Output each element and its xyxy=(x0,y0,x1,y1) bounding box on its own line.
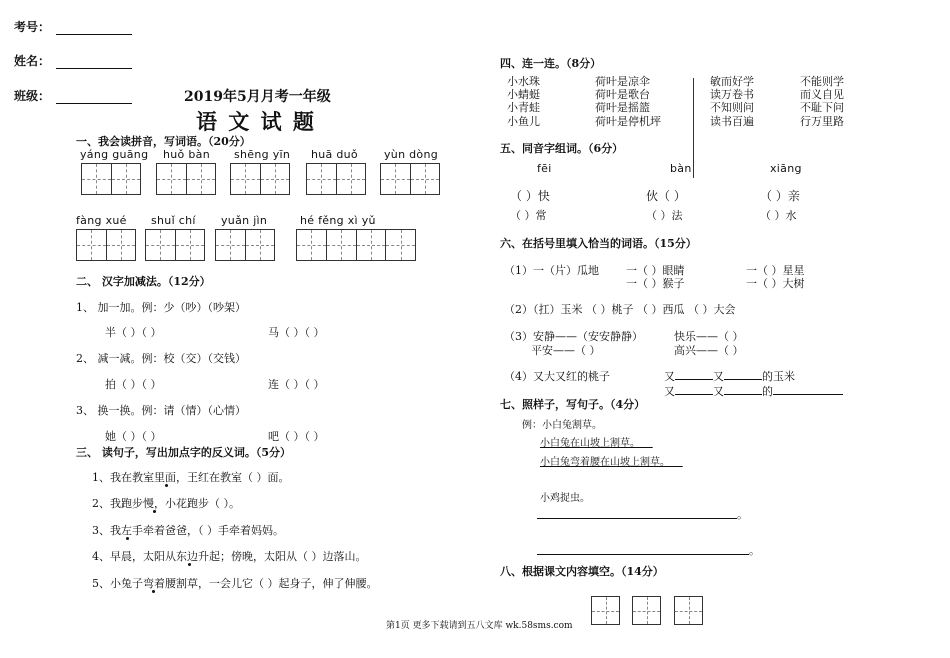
pinyin: hé fěng xì yǔ xyxy=(300,214,376,227)
suffix: 的玉米 xyxy=(762,370,795,383)
section-2-title: 二、 汉字加减法。（12分） xyxy=(76,275,211,288)
answer-line[interactable]: 半（ ）（ ） xyxy=(105,326,162,339)
pinyin: bàn xyxy=(670,162,692,175)
section-5-title: 五、同音字组词。（6分） xyxy=(500,142,624,155)
you-char: 又 xyxy=(664,385,675,398)
writing-grid[interactable] xyxy=(306,163,366,195)
match-item[interactable]: 而义自见 xyxy=(800,88,844,101)
pinyin: shuǐ chí xyxy=(151,214,196,227)
pinyin: fàng xué xyxy=(76,214,127,227)
emphasis-dot xyxy=(126,537,129,540)
emphasis-dot xyxy=(153,510,156,513)
section-3-title: 三、 读句子，写出加点字的反义词。（5分） xyxy=(76,446,291,459)
answer-line[interactable]: 高兴——（ ） xyxy=(674,344,744,357)
section-7-title: 七、照样子，写句子。（4分） xyxy=(500,398,646,411)
pinyin: xiāng xyxy=(770,162,802,175)
blank[interactable] xyxy=(724,394,762,395)
writing-grid[interactable] xyxy=(145,229,205,261)
pinyin: shēng yīn xyxy=(234,148,291,161)
answer-line[interactable]: （ ）快 xyxy=(510,189,550,203)
writing-box[interactable] xyxy=(632,596,661,625)
exam-title: 2019年5月月考一年级 xyxy=(184,89,331,105)
answer-line[interactable]: 一（ ）猴子 xyxy=(626,277,685,290)
answer-line[interactable]: 拍（ ）（ ） xyxy=(105,378,162,391)
match-item[interactable]: 读万卷书 xyxy=(710,88,754,101)
answer-line[interactable]: 她（ ）（ ） xyxy=(105,430,162,443)
example-sentence: 小白兔弯着腰在山坡上割草。 xyxy=(540,457,670,468)
match-item[interactable]: 读书百遍 xyxy=(710,115,754,128)
writing-grid[interactable] xyxy=(76,229,136,261)
section-1-title: 一、我会读拼音，写词语。（20分） xyxy=(76,135,251,148)
pinyin: huā duǒ xyxy=(311,148,358,161)
answer-line[interactable]: 连（ ）（ ） xyxy=(268,378,325,391)
writing-grid[interactable] xyxy=(215,229,275,261)
answer-line[interactable]: 伙（ ） xyxy=(646,189,686,203)
page-footer: 第1页 更多下载请到五八文库 wk.58sms.com xyxy=(386,621,573,631)
answer-line[interactable]: （ ）亲 xyxy=(760,189,800,203)
question-line: （1）一（片）瓜地 xyxy=(504,264,599,277)
section-6-title: 六、在括号里填入恰当的词语。（15分） xyxy=(500,237,697,250)
writing-grid[interactable] xyxy=(296,229,416,261)
emphasis-dot xyxy=(165,484,168,487)
answer-line[interactable] xyxy=(664,383,843,399)
exam-number-blank[interactable] xyxy=(56,34,132,35)
pinyin: huǒ bàn xyxy=(163,148,210,161)
question-line[interactable]: 5、小兔子弯着腰割草，一会儿它（ ）起身子，伸了伸腰。 xyxy=(92,577,378,590)
divider xyxy=(693,78,694,178)
question-line: （4）又大又红的桃子 xyxy=(504,370,610,383)
question-line[interactable]: （2）（扛）玉米 （ ）桃子 （ ）西瓜 （ ）大会 xyxy=(504,303,736,316)
answer-line[interactable]: 吧（ ）（ ） xyxy=(268,430,325,443)
answer-line[interactable]: 快乐——（ ） xyxy=(674,330,744,343)
pinyin: yuǎn jìn xyxy=(221,214,268,227)
question-line[interactable]: 4、早晨，太阳从东边升起；傍晚，太阳从（ ）边落山。 xyxy=(92,550,367,563)
you-char: 又 xyxy=(664,370,675,383)
answer-line[interactable]: （ ）常 xyxy=(510,209,547,222)
name-blank[interactable] xyxy=(56,68,132,69)
exam-number-label: 考号： xyxy=(14,20,51,34)
name-label: 姓名： xyxy=(14,54,51,68)
answer-line[interactable]: 一（ ）星星 xyxy=(746,264,805,277)
match-item[interactable]: 荷叶是凉伞 xyxy=(595,75,650,88)
you-char: 又 xyxy=(713,385,724,398)
class-label: 班级： xyxy=(14,89,51,103)
match-item[interactable]: 不能则学 xyxy=(800,75,844,88)
writing-box[interactable] xyxy=(674,596,703,625)
match-item[interactable]: 不耻下问 xyxy=(800,101,844,114)
section-4-title: 四、连一连。（8分） xyxy=(500,57,602,70)
writing-grid[interactable] xyxy=(230,163,290,195)
answer-line[interactable]: （ ）法 xyxy=(646,209,683,222)
answer-line[interactable]: 平安——（ ） xyxy=(531,344,601,357)
match-item[interactable]: 小蜻蜓 xyxy=(507,88,540,101)
answer-line[interactable]: 马（ ）（ ） xyxy=(268,326,325,339)
writing-box[interactable] xyxy=(591,596,620,625)
pinyin: yùn dòng xyxy=(384,148,439,161)
question-line[interactable]: 3、我左手牵着爸爸，（ ）手牵着妈妈。 xyxy=(92,524,284,537)
answer-line[interactable]: 一（ ）大树 xyxy=(746,277,805,290)
match-item[interactable]: 荷叶是摇篮 xyxy=(595,101,650,114)
question-line: （3）安静——（安安静静） xyxy=(504,330,643,343)
answer-line[interactable] xyxy=(664,368,795,384)
blank[interactable] xyxy=(724,379,762,380)
emphasis-dot xyxy=(188,563,191,566)
blank[interactable] xyxy=(675,379,713,380)
pinyin: fēi xyxy=(537,162,552,175)
section-8-title: 八、根据课文内容填空。（14分） xyxy=(500,565,664,578)
blank[interactable] xyxy=(773,394,843,395)
writing-grid[interactable] xyxy=(156,163,216,195)
writing-grid[interactable] xyxy=(81,163,141,195)
answer-underline[interactable] xyxy=(537,518,737,519)
exam-subtitle: 语 文 试 题 xyxy=(196,109,316,134)
question-prompt: 小鸡捉虫。 xyxy=(540,493,590,504)
emphasis-dot xyxy=(152,590,155,593)
match-item[interactable]: 荷叶是歌台 xyxy=(595,88,650,101)
match-item[interactable]: 小水珠 xyxy=(507,75,540,88)
answer-underline[interactable] xyxy=(537,554,749,555)
blank[interactable] xyxy=(675,394,713,395)
sentence-end: 。 xyxy=(737,508,748,521)
match-item[interactable]: 荷叶是停机坪 xyxy=(595,115,661,128)
example-label: 例：小白兔割草。 xyxy=(522,420,602,431)
suffix: 的 xyxy=(762,385,773,398)
question-line: 3、 换一换。例：请（情）（心情） xyxy=(76,404,246,417)
match-item[interactable]: 敏而好学 xyxy=(710,75,754,88)
question-line: 2、 减一减。例：校（交）（交钱） xyxy=(76,352,246,365)
answer-line[interactable]: （ ）水 xyxy=(760,209,797,222)
question-line: 1、 加一加。例：少（吵）（吵架） xyxy=(76,301,246,314)
question-line[interactable]: 2、我跑步慢，小花跑步（ ）。 xyxy=(92,497,240,510)
match-item[interactable]: 小鱼儿 xyxy=(507,115,540,128)
match-item[interactable]: 小青蛙 xyxy=(507,101,540,114)
question-line[interactable]: 1、我在教室里面，王红在教室（ ）面。 xyxy=(92,471,290,484)
you-char: 又 xyxy=(713,370,724,383)
match-item[interactable]: 不知则问 xyxy=(710,101,754,114)
class-blank[interactable] xyxy=(56,103,132,104)
answer-line[interactable]: 一（ ）眼睛 xyxy=(626,264,685,277)
example-sentence: 小白兔在山坡上割草。 xyxy=(540,438,640,449)
pinyin: yáng guāng xyxy=(80,148,149,161)
match-item[interactable]: 行万里路 xyxy=(800,115,844,128)
writing-grid[interactable] xyxy=(380,163,440,195)
sentence-end: 。 xyxy=(749,544,760,557)
